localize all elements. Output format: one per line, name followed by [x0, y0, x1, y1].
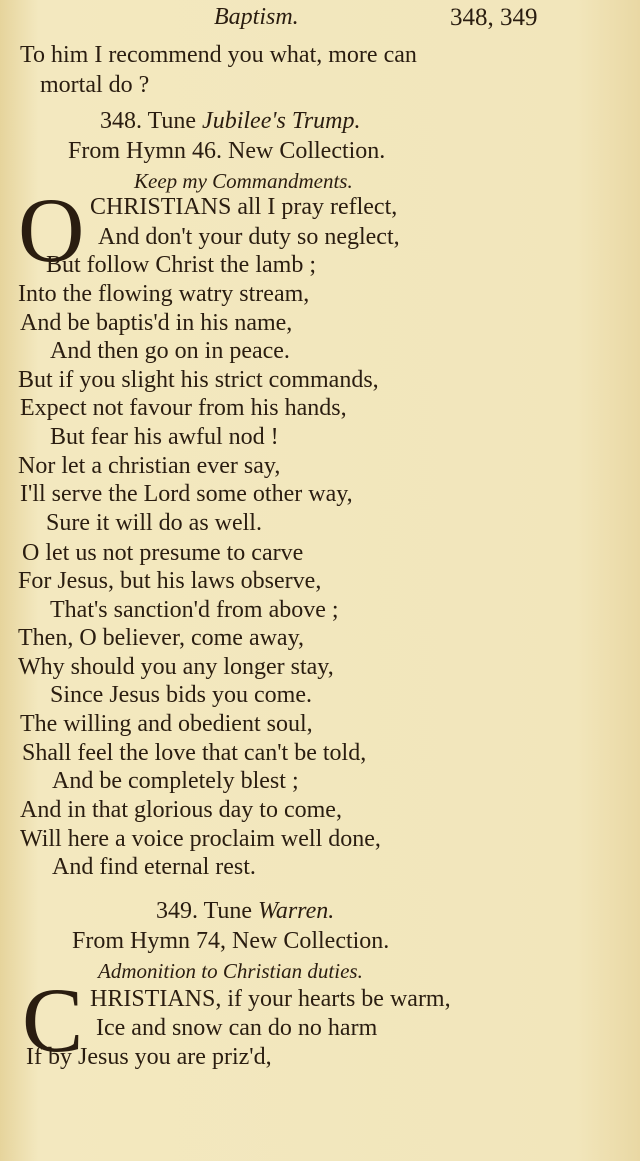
verse-line: If by Jesus you are priz'd,	[26, 1044, 272, 1070]
hymn-349-source: From Hymn 74, New Collection.	[72, 928, 390, 954]
hymn-349-heading	[156, 896, 334, 926]
verse-line: CHRISTIANS all I pray reflect,	[90, 194, 398, 220]
page-header	[0, 4, 640, 34]
verse-line: And then go on in peace.	[50, 338, 290, 364]
verse-line: HRISTIANS, if your hearts be warm,	[90, 986, 451, 1012]
continuation-line: To him I recommend you what, more can	[20, 42, 417, 68]
verse-line: But follow Christ the lamb ;	[46, 252, 316, 278]
verse-line: Into the flowing watry stream,	[18, 281, 310, 307]
verse-line: Shall feel the love that can't be told,	[22, 740, 367, 766]
continuation-line: mortal do ?	[40, 72, 150, 98]
verse-line: Will here a voice proclaim well done,	[20, 826, 381, 852]
running-title: Baptism.	[214, 4, 299, 30]
hymn-348-drop-cap: O	[18, 179, 85, 281]
verse-line: Then, O believer, come away,	[18, 625, 305, 651]
hymn-349-drop-cap: C	[22, 969, 84, 1071]
verse-line: Why should you any longer stay,	[18, 654, 334, 680]
hymn-348-tune-name: Jubilee's Trump.	[202, 108, 361, 134]
verse-line: That's sanction'd from above ;	[50, 597, 339, 623]
verse-line: And be baptis'd in his name,	[20, 310, 293, 336]
hymn-348-subtitle: Keep my Commandments.	[134, 169, 353, 193]
verse-line: Nor let a christian ever say,	[18, 453, 281, 479]
hymn-348-heading	[100, 106, 361, 136]
hymn-348-source: From Hymn 46. New Collection.	[68, 138, 386, 164]
verse-line: And be completely blest ;	[52, 768, 299, 794]
verse-line: For Jesus, but his laws observe,	[18, 568, 322, 594]
page-numbers: 348, 349	[450, 4, 538, 31]
verse-line: The willing and obedient soul,	[20, 711, 313, 737]
hymn-349-tune-name: Warren.	[258, 898, 335, 924]
hymn-348-number: 348. Tune	[100, 108, 197, 134]
hymn-349-subtitle: Admonition to Christian duties.	[98, 959, 363, 983]
verse-line: But if you slight his strict commands,	[18, 367, 379, 393]
verse-line: And don't your duty so neglect,	[98, 224, 400, 250]
verse-line: And in that glorious day to come,	[20, 797, 342, 823]
verse-line: But fear his awful nod !	[50, 424, 279, 450]
verse-line: Sure it will do as well.	[46, 510, 262, 536]
verse-line: Since Jesus bids you come.	[50, 682, 312, 708]
verse-line: And find eternal rest.	[52, 854, 256, 880]
verse-line: I'll serve the Lord some other way,	[20, 481, 353, 507]
verse-line: Expect not favour from his hands,	[20, 395, 347, 421]
verse-line: O let us not presume to carve	[22, 540, 304, 566]
verse-line: Ice and snow can do no harm	[96, 1015, 378, 1041]
hymn-349-number: 349. Tune	[156, 898, 253, 924]
